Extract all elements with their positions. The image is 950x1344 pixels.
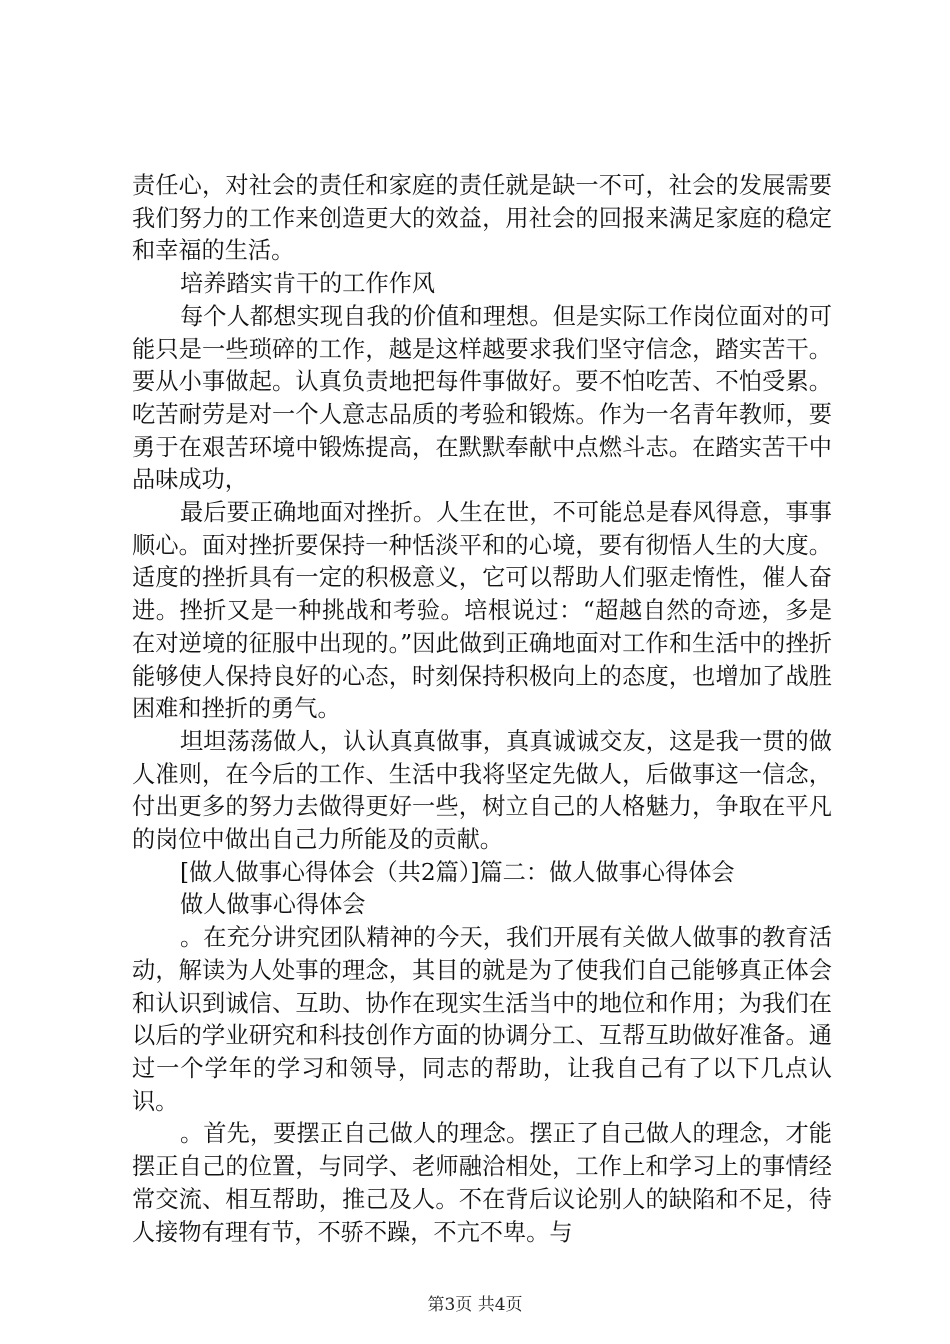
paragraph: 每个人都想实现自我的价值和理想。但是实际工作岗位面对的可能只是一些琐碎的工作，越是这样越要求我们坚守信念，踏实苦干。要从小事做起。认真负责地把每件事做好。要不怕吃苦、不怕受累。吃苦耐劳是对一个人意志品质的考验和锻炼。作为一名青年教师，要勇于在艰苦环境中锻炼提高，在默默奉献中点燃斗志。在踏实苦干中品味成功，: [132, 302, 832, 494]
article-title-line: [做人做事心得体会（共2篇）]篇二：做人做事心得体会: [180, 858, 735, 886]
document-body: [132, 170, 832, 1249]
paragraph-continuation: 责任心，对社会的责任和家庭的责任就是缺一不可，社会的发展需要我们努力的工作来创造更大的效益，用社会的回报来满足家庭的稳定和幸福的生活。: [132, 172, 832, 265]
paragraph: 。首先，要摆正自己做人的理念。摆正了自己做人的理念，才能摆正自己的位置，与同学、老师融洽相处，工作上和学习上的事情经常交流、相互帮助，推己及人。不在背后议论别人的缺陷和不足，待人接物有理有节，不骄不躁，不亢不卑。与: [132, 1120, 832, 1246]
article-subtitle: 做人做事心得体会: [180, 891, 366, 919]
page-number-footer: 第3页 共4页: [427, 1295, 523, 1315]
paragraph: 坦坦荡荡做人，认认真真做事，真真诚诚交友，这是我一贯的做人准则，在今后的工作、生活中我将坚定先做人，后做事这一信念，付出更多的努力去做得更好一些，树立自己的人格魅力，争取在平凡的岗位中做出自己力所能及的贡献。: [132, 727, 832, 854]
section-heading: 培养踏实肯干的工作作风: [180, 270, 436, 298]
paragraph: 最后要正确地面对挫折。人生在世，不可能总是春风得意，事事顺心。面对挫折要保持一种恬淡平和的心境，要有彻悟人生的大度。适度的挫折具有一定的积极意义，它可以帮助人们驱走惰性，催人奋进。挫折又是一种挑战和考验。培根说过：“超越自然的奇迹，多是在对逆境的征服中出现的。”因此做到正确地面对工作和生活中的挫折能够使人保持良好的心态，时刻保持积极向上的态度，也增加了战胜困难和挫折的勇气。: [132, 499, 832, 723]
paragraph: 。在充分讲究团队精神的今天，我们开展有关做人做事的教育活动，解读为人处事的理念，其目的就是为了使我们自己能够真正体会和认识到诚信、互助、协作在现实生活当中的地位和作用；为我们在以后的学业研究和科技创作方面的协调分工、互帮互助做好准备。通过一个学年的学习和领导，同志的帮助，让我自己有了以下几点认识。: [132, 924, 832, 1115]
